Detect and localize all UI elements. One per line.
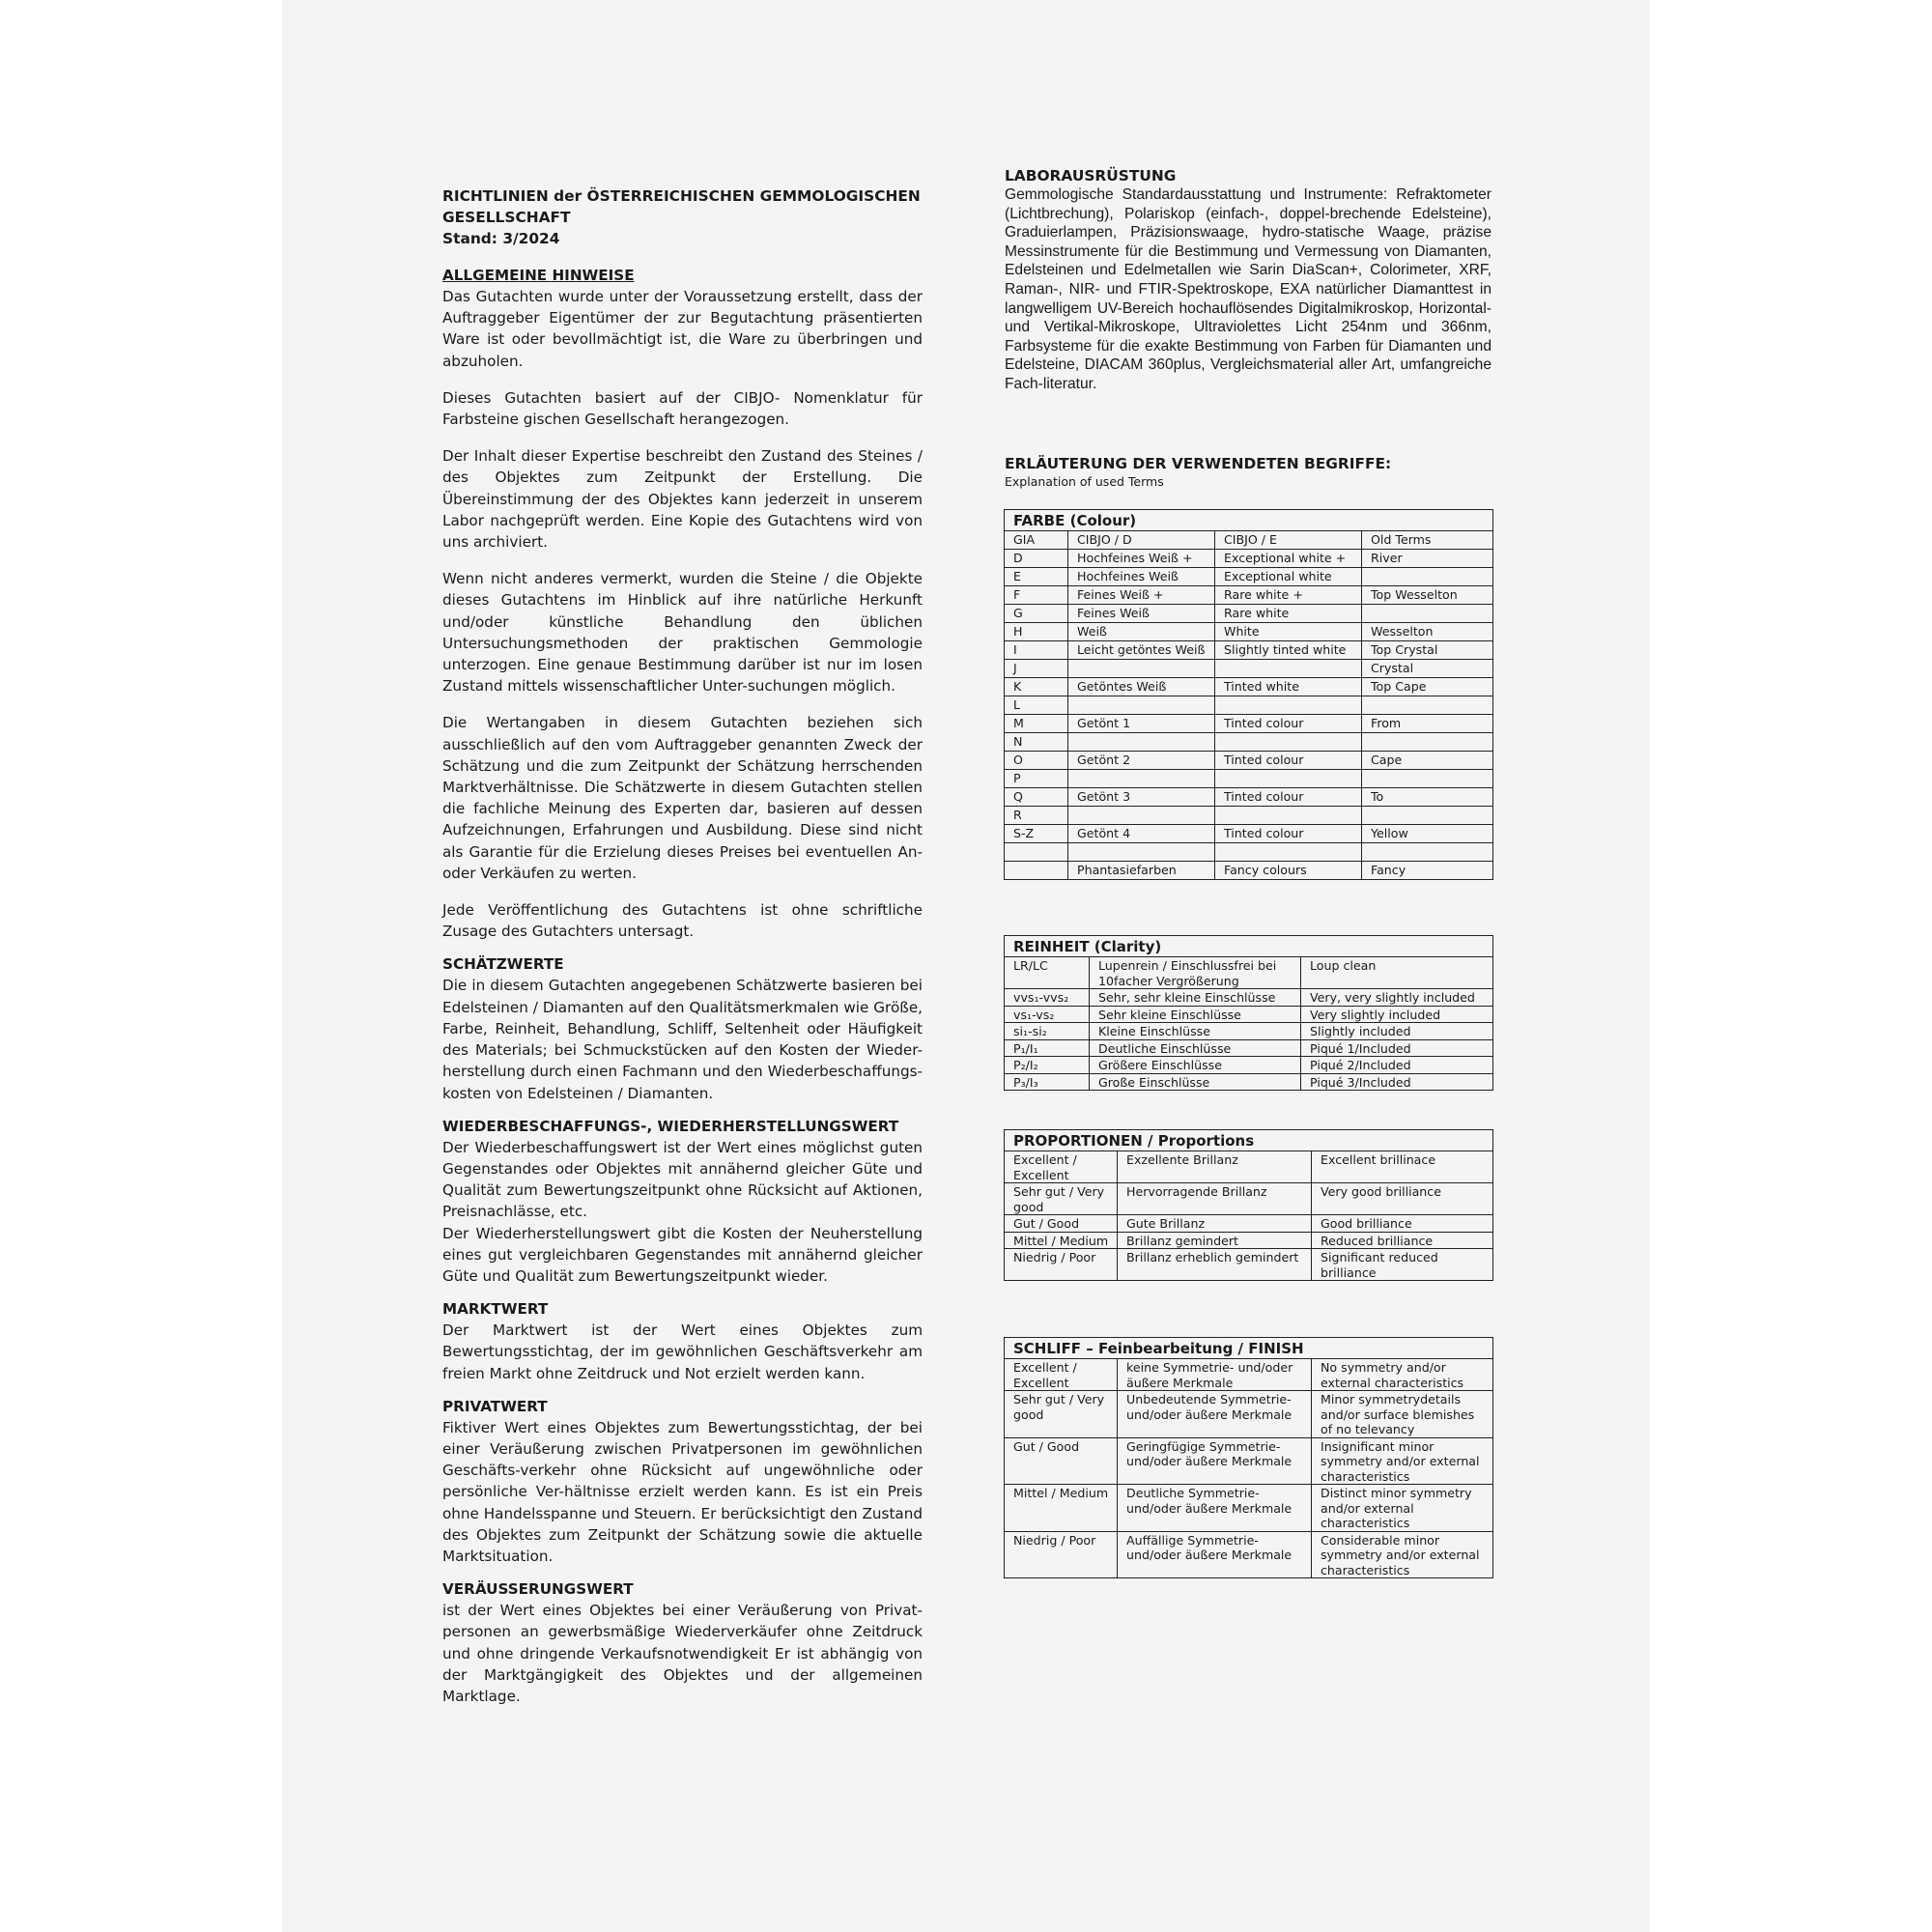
farbe-cell xyxy=(1068,770,1215,788)
farbe-cell: L xyxy=(1005,696,1068,715)
farbe-cell: Feines Weiß xyxy=(1068,605,1215,623)
proportionen-cell: Brillanz gemindert xyxy=(1118,1232,1312,1249)
farbe-cell: Wesselton xyxy=(1362,623,1493,641)
proportionen-cell: Significant reduced brilliance xyxy=(1312,1249,1493,1281)
farbe-cell xyxy=(1362,843,1493,862)
farbe-cell: Getönt 1 xyxy=(1068,715,1215,733)
farbe-table xyxy=(1004,509,1493,880)
farbe-cell xyxy=(1215,807,1362,825)
veraeusserungswert-text: ist der Wert eines Objektes bei einer Veräußerung von Privat-personen an gewerbsmäßige Wiederverkäufer ohne Zeitdruck und ohne dringende Verkaufsnotwendigkeit Er ist abhängig von der Marktgängigkeit des Objektes und der allgemeinen Marktlage. xyxy=(442,1602,923,1705)
heading-marktwert: MARKTWERT xyxy=(442,1300,549,1319)
schliff-table xyxy=(1004,1337,1493,1578)
schliff-title: SCHLIFF – Feinbearbeitung / FINISH xyxy=(1005,1338,1493,1359)
farbe-cell xyxy=(1362,696,1493,715)
farbe-cell xyxy=(1215,770,1362,788)
schliff-row xyxy=(1005,1437,1493,1485)
reinheit-cell: P₃/I₃ xyxy=(1005,1073,1090,1091)
farbe-cell: J xyxy=(1005,660,1068,678)
left-column xyxy=(442,185,923,1707)
schliff-cell: Excellent / Excellent xyxy=(1005,1359,1118,1391)
reinheit-row xyxy=(1005,1039,1493,1057)
reinheit-cell: LR/LC xyxy=(1005,957,1090,989)
proportionen-cell: Excellent / Excellent xyxy=(1005,1151,1118,1183)
paragraph-5: Die Wertangaben in diesem Gutachten beziehen sich ausschließlich auf den vom Auftraggeber genannten Zweck der Schätzung und die zum Zeitpunkt der Schätzung herrschenden Marktverhältnisse. Die Schätzwerte in diesem Gutachten stellen die fachliche Meinung des Experten dar, basieren auf dessen Aufzeichnungen, Erfahrungen und Ausbildung. Diese sind nicht als Garantie für die Erzielung dieses Preises bei eventuellen An- oder Verkäufen zu werten. xyxy=(442,714,923,882)
farbe-cell: Tinted colour xyxy=(1215,752,1362,770)
reinheit-cell: Very, very slightly included xyxy=(1301,989,1493,1007)
farbe-cell: P xyxy=(1005,770,1068,788)
farbe-cell: K xyxy=(1005,678,1068,696)
schliff-cell: Gut / Good xyxy=(1005,1437,1118,1485)
heading-wiederbeschaffung: WIEDERBESCHAFFUNGS-, WIEDERHERSTELLUNGSWERT xyxy=(442,1117,899,1135)
farbe-row xyxy=(1005,770,1493,788)
farbe-row xyxy=(1005,696,1493,715)
farbe-cell: Getöntes Weiß xyxy=(1068,678,1215,696)
schliff-cell: Sehr gut / Very good xyxy=(1005,1391,1118,1438)
reinheit-cell: Kleine Einschlüsse xyxy=(1090,1023,1301,1040)
proportionen-cell: Brillanz erheblich gemindert xyxy=(1118,1249,1312,1281)
farbe-row xyxy=(1005,568,1493,586)
doc-stand: Stand: 3/2024 xyxy=(442,230,560,247)
reinheit-row xyxy=(1005,989,1493,1007)
farbe-cell xyxy=(1215,733,1362,752)
farbe-cell: Tinted white xyxy=(1215,678,1362,696)
farbe-cell xyxy=(1068,696,1215,715)
schliff-cell: keine Symmetrie- und/oder äußere Merkmale xyxy=(1118,1359,1312,1391)
schliff-cell: No symmetry and/or external characteristics xyxy=(1312,1359,1493,1391)
paragraph-2: Dieses Gutachten basiert auf der CIBJO- Nomenklatur für Farbsteine gischen Gesellschaft herangezogen. xyxy=(442,388,923,429)
schliff-row xyxy=(1005,1485,1493,1532)
proportionen-row xyxy=(1005,1151,1493,1183)
paragraph-1: Das Gutachten wurde unter der Voraussetzung erstellt, dass der Auftraggeber Eigentümer der zur Begutachtung präsentierten Ware ist oder bevollmächtigt ist, die Ware zu überbringen und abzuholen. xyxy=(442,288,923,370)
doc-title-line2: GESELLSCHAFT xyxy=(442,209,571,226)
proportionen-cell: Niedrig / Poor xyxy=(1005,1249,1118,1281)
farbe-cell: R xyxy=(1005,807,1068,825)
schliff-cell: Distinct minor symmetry and/or external characteristics xyxy=(1312,1485,1493,1532)
paragraph-3: Der Inhalt dieser Expertise beschreibt den Zustand des Steines / des Objektes zum Zeitpunkt der Erstellung. Die Übereinstimmung der des Objektes kann jederzeit in unserem Labor nachgeprüft werden. Eine Kopie des Gutachtens wird von uns archiviert. xyxy=(442,447,923,552)
proportionen-cell: Excellent brillinace xyxy=(1312,1151,1493,1183)
reinheit-cell: Große Einschlüsse xyxy=(1090,1073,1301,1091)
reinheit-row xyxy=(1005,1057,1493,1074)
farbe-row xyxy=(1005,807,1493,825)
paragraph-4: Wenn nicht anderes vermerkt, wurden die Steine / die Objekte dieses Gutachtens im Hinblick auf ihre natürliche Herkunft und/oder künstliche Behandlung den üblichen Untersuchungsmethoden der praktischen Gemmologie unterzogen. Eine genaue Bestimmung darüber ist nur im losen Zustand mittels wissenschaftlicher Unter-suchungen möglich. xyxy=(442,570,923,696)
proportionen-title: PROPORTIONEN / Proportions xyxy=(1005,1130,1493,1151)
farbe-cell: Tinted colour xyxy=(1215,788,1362,807)
reinheit-cell: Piqué 2/Included xyxy=(1301,1057,1493,1074)
farbe-row xyxy=(1005,678,1493,696)
farbe-row xyxy=(1005,788,1493,807)
explain-subtitle: Explanation of used Terms xyxy=(1005,474,1164,489)
proportionen-cell: Sehr gut / Very good xyxy=(1005,1183,1118,1215)
farbe-cell: Hochfeines Weiß xyxy=(1068,568,1215,586)
reinheit-cell: Piqué 3/Included xyxy=(1301,1073,1493,1091)
farbe-cell: S-Z xyxy=(1005,825,1068,843)
schliff-title-row xyxy=(1005,1338,1493,1359)
proportionen-row xyxy=(1005,1232,1493,1249)
farbe-cell: Top Crystal xyxy=(1362,641,1493,660)
proportionen-cell: Mittel / Medium xyxy=(1005,1232,1118,1249)
farbe-cell: River xyxy=(1362,550,1493,568)
farbe-cell: To xyxy=(1362,788,1493,807)
proportionen-cell: Hervorragende Brillanz xyxy=(1118,1183,1312,1215)
proportionen-title-row xyxy=(1005,1130,1493,1151)
farbe-row xyxy=(1005,715,1493,733)
schliff-cell: Auffällige Symmetrie- und/oder äußere Merkmale xyxy=(1118,1531,1312,1578)
proportionen-cell: Reduced brilliance xyxy=(1312,1232,1493,1249)
heading-schaetzwerte: SCHÄTZWERTE xyxy=(442,955,564,974)
farbe-row xyxy=(1005,825,1493,843)
reinheit-title-row xyxy=(1005,936,1493,957)
farbe-cell: Tinted colour xyxy=(1215,715,1362,733)
reinheit-title: REINHEIT (Clarity) xyxy=(1005,936,1493,957)
privatwert-text: Fiktiver Wert eines Objektes zum Bewertungsstichtag, der bei einer Veräußerung zwischen Privatpersonen im gewöhnlichen Geschäfts-verkehr ohne Rücksicht auf ungewöhnliche oder persönliche Ver-hältnisse erzielt werden kann. Es ist ein Preis ohne Handelsspanne und Steuern. Er berücksichtigt den Zustand des Objektes zum Zeitpunkt der Schätzung sowie die aktuelle Marktsituation. xyxy=(442,1418,923,1565)
reinheit-cell: vvs₁-vvs₂ xyxy=(1005,989,1090,1007)
farbe-cell: Rare white xyxy=(1215,605,1362,623)
farbe-cell xyxy=(1362,568,1493,586)
heading-privatwert: PRIVATWERT xyxy=(442,1397,548,1415)
farbe-cell: O xyxy=(1005,752,1068,770)
farbe-header-cell: GIA xyxy=(1005,531,1068,550)
doc-title-line1: RICHTLINIEN der ÖSTERREICHISCHEN GEMMOLOGISCHEN xyxy=(442,187,921,205)
farbe-header-cell: CIBJO / D xyxy=(1068,531,1215,550)
farbe-row xyxy=(1005,586,1493,605)
farbe-cell xyxy=(1068,733,1215,752)
farbe-cell: H xyxy=(1005,623,1068,641)
schliff-row xyxy=(1005,1359,1493,1391)
farbe-cell xyxy=(1362,807,1493,825)
farbe-row xyxy=(1005,605,1493,623)
farbe-cell: White xyxy=(1215,623,1362,641)
farbe-header-cell: Old Terms xyxy=(1362,531,1493,550)
farbe-cell: Yellow xyxy=(1362,825,1493,843)
farbe-cell: Hochfeines Weiß + xyxy=(1068,550,1215,568)
farbe-cell xyxy=(1362,605,1493,623)
reinheit-cell: si₁-si₂ xyxy=(1005,1023,1090,1040)
farbe-row xyxy=(1005,752,1493,770)
farbe-cell xyxy=(1068,660,1215,678)
farbe-row xyxy=(1005,550,1493,568)
heading-erlaeuterung: ERLÄUTERUNG DER VERWENDETEN BEGRIFFE: xyxy=(1005,455,1392,472)
farbe-row xyxy=(1005,641,1493,660)
reinheit-cell: Lupenrein / Einschlussfrei bei 10facher Vergrößerung xyxy=(1090,957,1301,989)
marktwert-text: Der Marktwert ist der Wert eines Objektes zum Bewertungsstichtag, der im gewöhnlichen Geschäftsverkehr am freien Markt ohne Zeitdruck und Not erzielt werden kann. xyxy=(442,1321,923,1382)
reinheit-table xyxy=(1004,935,1493,1091)
schliff-row xyxy=(1005,1391,1493,1438)
farbe-cell: Phantasiefarben xyxy=(1068,862,1215,880)
farbe-cell: Exceptional white + xyxy=(1215,550,1362,568)
wiederbeschaffung-text-1: Der Wiederbeschaffungswert ist der Wert eines möglichst guten Gegenstandes oder Objektes mit annähernd gleicher Güte und Qualität zum Bewertungszeitpunkt ohne Rücksicht auf Aktionen, Preisnachlässe, etc. xyxy=(442,1138,923,1221)
farbe-header-cell: CIBJO / E xyxy=(1215,531,1362,550)
farbe-cell xyxy=(1215,660,1362,678)
proportionen-cell: Very good brilliance xyxy=(1312,1183,1493,1215)
farbe-cell: Weiß xyxy=(1068,623,1215,641)
reinheit-cell: Deutliche Einschlüsse xyxy=(1090,1039,1301,1057)
farbe-row xyxy=(1005,862,1493,880)
reinheit-row xyxy=(1005,957,1493,989)
laborausruestung-text: Gemmologische Standardausstattung und Instrumente: Refraktometer (Lichtbrechung), Polariskop (einfach-, doppel-brechende Edelsteine), Graduierlampen, Präzisionswaage, hydro-statische Waage, präzise Messinstrumente für die Bestimmung und Vermessung von Diamanten, Edelsteinen und Edelmetallen wie Sarin DiaScan+, Colorimeter, XRF, Raman-, NIR- und FTIR-Spektroskope, EXA natürlicher Diamanttest in langwelligem UV-Bereich hochauflösendes Digitalmikroskop, Horizontal- und Vertikal-Mikroskope, Ultraviolettes Licht 254nm und 366nm, Farbsysteme für die exakte Bestimmung von Farben für Diamanten und Edelsteine, DIACAM 360plus, Vergleichsmaterial aller Art, umfangreiche Fach-literatur. xyxy=(1005,186,1492,392)
farbe-row xyxy=(1005,843,1493,862)
farbe-cell: D xyxy=(1005,550,1068,568)
reinheit-cell: Slightly included xyxy=(1301,1023,1493,1040)
farbe-cell: Crystal xyxy=(1362,660,1493,678)
proportionen-cell: Good brilliance xyxy=(1312,1215,1493,1233)
schliff-cell: Niedrig / Poor xyxy=(1005,1531,1118,1578)
farbe-cell: Q xyxy=(1005,788,1068,807)
farbe-cell: G xyxy=(1005,605,1068,623)
lab-section xyxy=(1005,166,1492,394)
reinheit-row xyxy=(1005,1023,1493,1040)
farbe-cell: Getönt 3 xyxy=(1068,788,1215,807)
farbe-cell: Leicht getöntes Weiß xyxy=(1068,641,1215,660)
explain-section xyxy=(1005,454,1493,491)
farbe-cell: Slightly tinted white xyxy=(1215,641,1362,660)
farbe-cell xyxy=(1362,770,1493,788)
farbe-cell: Getönt 2 xyxy=(1068,752,1215,770)
proportionen-table xyxy=(1004,1129,1493,1281)
wiederbeschaffung-text-2: Der Wiederherstellungswert gibt die Kosten der Neuherstellung eines gut vergleichbaren Gegenstandes mit annähernd gleicher Güte und Qualität zum Bewertungszeitpunkt wieder. xyxy=(442,1224,923,1285)
farbe-cell: Feines Weiß + xyxy=(1068,586,1215,605)
farbe-title-row xyxy=(1005,510,1493,531)
farbe-cell: N xyxy=(1005,733,1068,752)
proportionen-row xyxy=(1005,1183,1493,1215)
farbe-cell: I xyxy=(1005,641,1068,660)
farbe-row xyxy=(1005,660,1493,678)
reinheit-cell: vs₁-vs₂ xyxy=(1005,1006,1090,1023)
farbe-cell: Top Wesselton xyxy=(1362,586,1493,605)
reinheit-cell: Very slightly included xyxy=(1301,1006,1493,1023)
schliff-cell: Mittel / Medium xyxy=(1005,1485,1118,1532)
reinheit-cell: Größere Einschlüsse xyxy=(1090,1057,1301,1074)
heading-laborausruestung: LABORAUSRÜSTUNG xyxy=(1005,167,1177,185)
farbe-cell: Rare white + xyxy=(1215,586,1362,605)
farbe-row xyxy=(1005,733,1493,752)
farbe-cell: F xyxy=(1005,586,1068,605)
schaetzwerte-text: Die in diesem Gutachten angegebenen Schätzwerte basieren bei Edelsteinen / Diamanten auf den Qualitätsmerkmalen wie Größe, Farbe, Reinheit, Behandlung, Schliff, Seltenheit oder Häufigkeit des Materials; bei Schmuckstücken auf den Kosten der Wieder-herstellung durch einen Fachmann und den Wiederbeschaffungs-kosten von Edelsteinen / Diamanten. xyxy=(442,977,923,1102)
heading-veraeusserungswert: VERÄUSSERUNGSWERT xyxy=(442,1580,634,1599)
reinheit-row xyxy=(1005,1006,1493,1023)
farbe-cell: Getönt 4 xyxy=(1068,825,1215,843)
proportionen-row xyxy=(1005,1215,1493,1233)
farbe-cell: E xyxy=(1005,568,1068,586)
farbe-cell xyxy=(1362,733,1493,752)
schliff-row xyxy=(1005,1531,1493,1578)
heading-allgemeine-hinweise: ALLGEMEINE HINWEISE xyxy=(442,267,635,284)
proportionen-cell: Gute Brillanz xyxy=(1118,1215,1312,1233)
proportionen-row xyxy=(1005,1249,1493,1281)
farbe-cell: Exceptional white xyxy=(1215,568,1362,586)
farbe-cell: Cape xyxy=(1362,752,1493,770)
proportionen-cell: Exzellente Brillanz xyxy=(1118,1151,1312,1183)
farbe-row xyxy=(1005,623,1493,641)
schliff-cell: Unbedeutende Symmetrie- und/oder äußere Merkmale xyxy=(1118,1391,1312,1438)
reinheit-cell: Sehr, sehr kleine Einschlüsse xyxy=(1090,989,1301,1007)
farbe-cell: Tinted colour xyxy=(1215,825,1362,843)
paragraph-6: Jede Veröffentlichung des Gutachtens ist ohne schriftliche Zusage des Gutachters untersagt. xyxy=(442,901,923,941)
farbe-cell xyxy=(1215,696,1362,715)
farbe-cell xyxy=(1068,807,1215,825)
reinheit-cell: Loup clean xyxy=(1301,957,1493,989)
farbe-cell: Fancy xyxy=(1362,862,1493,880)
farbe-header-row xyxy=(1005,531,1493,550)
reinheit-cell: Sehr kleine Einschlüsse xyxy=(1090,1006,1301,1023)
schliff-cell: Minor symmetrydetails and/or surface blemishes of no televancy xyxy=(1312,1391,1493,1438)
schliff-cell: Insignificant minor symmetry and/or external characteristics xyxy=(1312,1437,1493,1485)
reinheit-cell: P₁/I₁ xyxy=(1005,1039,1090,1057)
farbe-cell: M xyxy=(1005,715,1068,733)
farbe-cell xyxy=(1005,843,1068,862)
reinheit-cell: Piqué 1/Included xyxy=(1301,1039,1493,1057)
farbe-cell: From xyxy=(1362,715,1493,733)
schliff-cell: Considerable minor symmetry and/or external characteristics xyxy=(1312,1531,1493,1578)
proportionen-cell: Gut / Good xyxy=(1005,1215,1118,1233)
farbe-cell xyxy=(1215,843,1362,862)
farbe-cell: Fancy colours xyxy=(1215,862,1362,880)
farbe-title: FARBE (Colour) xyxy=(1005,510,1493,531)
farbe-cell: Top Cape xyxy=(1362,678,1493,696)
schliff-cell: Geringfügige Symmetrie- und/oder äußere Merkmale xyxy=(1118,1437,1312,1485)
farbe-cell xyxy=(1068,843,1215,862)
schliff-cell: Deutliche Symmetrie- und/oder äußere Merkmale xyxy=(1118,1485,1312,1532)
farbe-cell xyxy=(1005,862,1068,880)
reinheit-row xyxy=(1005,1073,1493,1091)
reinheit-cell: P₂/I₂ xyxy=(1005,1057,1090,1074)
